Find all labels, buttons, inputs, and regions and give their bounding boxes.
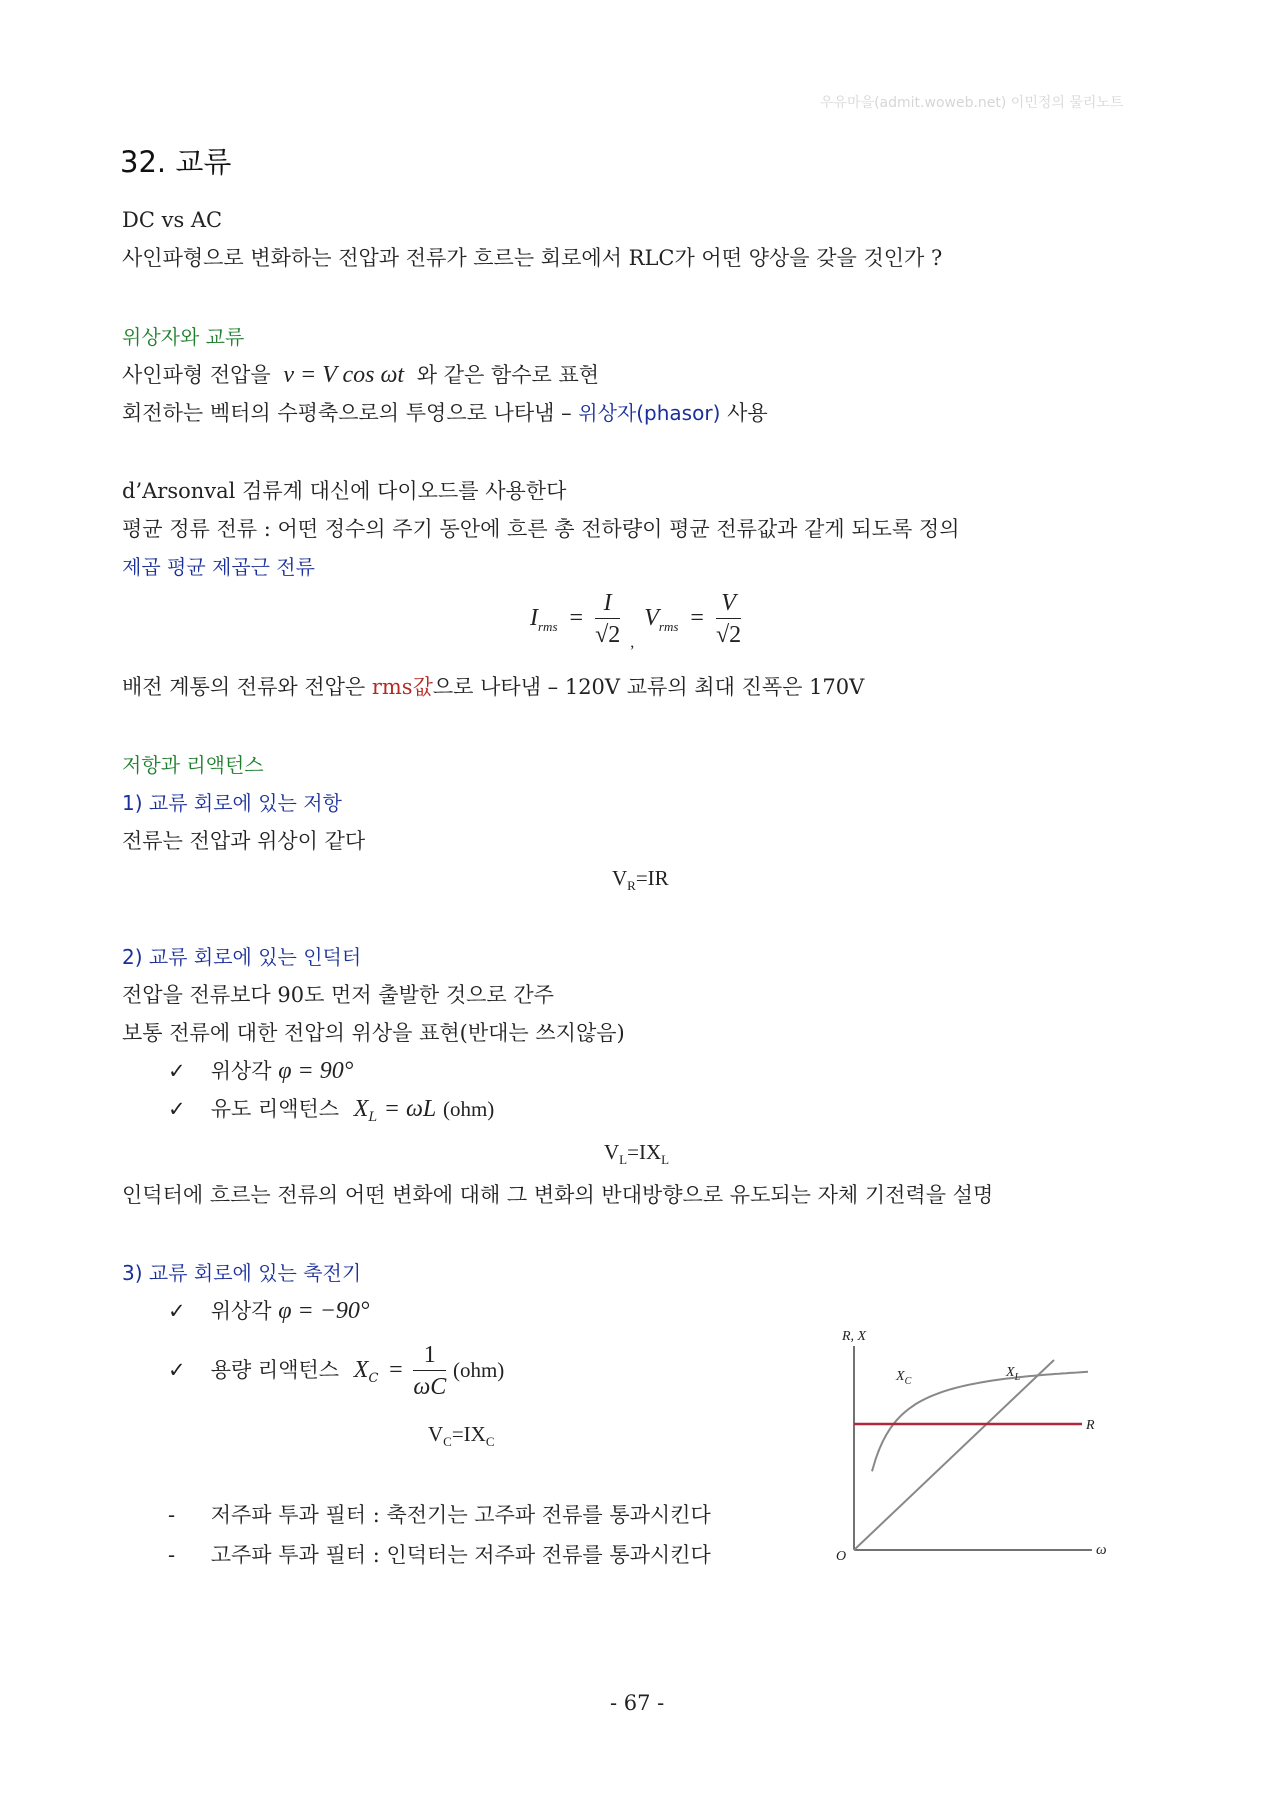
rms-current-numerator: I (595, 588, 620, 619)
reactance-frequency-graph (824, 1328, 1114, 1574)
rms-current-symbol: I (530, 605, 538, 632)
page-title: 32. 교류 (120, 145, 232, 179)
r-label: R (1086, 1418, 1095, 1433)
inductive-reactance-sub: L (368, 1110, 378, 1126)
phasor-line-1 (122, 360, 599, 390)
capacitor-heading: 3) 교류 회로에 있는 축전기 (122, 1261, 362, 1285)
phasor-heading: 위상자와 교류 (122, 325, 245, 349)
filter-dash-2: - (168, 1543, 176, 1567)
capacitive-reactance-label: 용량 리액턴스 (210, 1358, 340, 1382)
resistor-heading: 1) 교류 회로에 있는 저항 (122, 791, 342, 815)
filter-dash-1: - (168, 1503, 176, 1527)
resistor-eq-rhs: =IR (635, 866, 669, 890)
resistor-eq-sub: R (627, 878, 636, 894)
intro-line-1: DC vs AC (122, 208, 223, 232)
intro-line-2: 사인파형으로 변화하는 전압과 전류가 흐르는 회로에서 RLC가 어떤 양상을 갖을 것인가 ? (122, 246, 943, 270)
capacitor-equation (428, 1422, 495, 1450)
inductor-check-2 (168, 1094, 494, 1133)
capacitive-reactance-numerator: 1 (413, 1340, 446, 1371)
checkmark-icon: ✓ (168, 1097, 186, 1121)
capacitor-check-1 (168, 1296, 370, 1326)
capacitor-eq-v: V (428, 1422, 444, 1446)
resistor-eq-v: V (612, 866, 628, 890)
rms-current-denominator: √2 (595, 622, 621, 648)
phasor-line-1-post: 와 같은 함수로 표현 (416, 363, 600, 387)
rms-current-sub: rms (538, 618, 558, 634)
xc-label-main: X (896, 1369, 905, 1384)
inductor-line-3: 인덕터에 흐르는 전류의 어떤 변화에 대해 그 변화의 반대방향으로 유도되는 자체 기전력을 설명 (122, 1183, 994, 1207)
capacitor-phase-eq: φ = −90° (278, 1298, 370, 1324)
rms-line-3-post: 으로 나타냄 – 120V 교류의 최대 진폭은 170V (432, 675, 865, 699)
phasor-line-2-post: 사용 (727, 401, 768, 425)
checkmark-icon: ✓ (168, 1358, 186, 1382)
filter-line-2 (168, 1540, 711, 1570)
xc-label (895, 1369, 912, 1387)
inductor-line-1: 전압을 전류보다 90도 먼저 출발한 것으로 간주 (122, 983, 554, 1007)
reactance-heading: 저항과 리액턴스 (122, 753, 264, 777)
rms-line-3 (122, 672, 864, 702)
inductor-eq-v: V (604, 1140, 620, 1164)
capacitive-reactance-unit: (ohm) (452, 1358, 505, 1382)
capacitive-reactance-symbol: X (353, 1357, 369, 1383)
rms-equation: $I_{rms}$ = $\frac{I}{√2}$ $_,$ $V_{rms}$ = $\frac{V}{√2}$ (530, 590, 742, 652)
rms-heading: 제곱 평균 제곱근 전류 (122, 555, 315, 579)
inductor-heading: 2) 교류 회로에 있는 인덕터 (122, 945, 362, 969)
xl-label-main: X (1006, 1365, 1015, 1380)
inductive-reactance-symbol: X (353, 1096, 369, 1122)
inductor-eq-sub-2: L (661, 1152, 670, 1168)
phasor-line-2 (122, 398, 768, 428)
xl-label (1005, 1365, 1021, 1383)
rms-voltage-denominator: √2 (715, 622, 742, 648)
capacitor-check-2: ✓ 용량 리액턴스 $X_C$ = $\frac{1}{\omega C}$ (ohm) (168, 1340, 504, 1403)
checkmark-icon: ✓ (168, 1299, 186, 1323)
rms-highlight: rms값 (371, 675, 433, 699)
capacitive-reactance-denominator: ωC (413, 1374, 447, 1400)
capacitive-reactance-sub: C (368, 1371, 379, 1387)
inductor-equation (604, 1140, 669, 1168)
filter-line-1 (168, 1500, 711, 1530)
rms-voltage-symbol: V (644, 605, 659, 632)
phasor-line-1-pre: 사인파형 전압을 (122, 363, 271, 387)
capacitor-eq-mid: =IX (451, 1422, 486, 1446)
inductor-eq-mid: =IX (627, 1140, 662, 1164)
filter-line-1-text: 저주파 투과 필터 : 축전기는 고주파 전류를 통과시킨다 (210, 1503, 711, 1527)
header-watermark: 우유마을(admit.woweb.net) 이민정의 물리노트 (820, 95, 1124, 111)
rms-voltage-numerator: V (716, 588, 741, 619)
rms-line-2: 평균 정류 전류 : 어떤 정수의 주기 동안에 흐른 총 전하량이 평균 전류값과 같게 되도록 정의 (122, 517, 960, 541)
page-number: - 67 - (610, 1691, 665, 1715)
inductor-check-1 (168, 1056, 353, 1086)
inductor-line-2: 보통 전류에 대한 전압의 위상을 표현(반대는 쓰지않음) (122, 1021, 625, 1045)
capacitor-eq-sub-1: C (443, 1434, 452, 1450)
inductor-eq-sub-1: L (619, 1152, 628, 1168)
inductive-reactance-unit: (ohm) (442, 1097, 495, 1121)
xl-label-sub: L (1014, 1372, 1021, 1383)
capacitor-eq-sub-2: C (485, 1434, 495, 1450)
rms-line-1: d’Arsonval 검류계 대신에 다이오드를 사용한다 (122, 479, 567, 503)
checkmark-icon: ✓ (168, 1059, 186, 1083)
voltage-equation: v = V cos ωt (283, 362, 405, 388)
xc-label-sub: C (904, 1376, 912, 1387)
resistor-line: 전류는 전압과 위상이 같다 (122, 829, 366, 853)
phasor-highlight: 위상자(phasor) (578, 401, 721, 425)
rms-comma: , (630, 634, 635, 652)
graph-origin-label: O (836, 1549, 847, 1564)
inductive-reactance-label: 유도 리액턴스 (210, 1097, 340, 1121)
filter-line-2-text: 고주파 투과 필터 : 인덕터는 저주파 전류를 통과시킨다 (210, 1543, 711, 1567)
rms-line-3-pre: 배전 계통의 전류와 전압은 (122, 675, 366, 699)
capacitor-phase-label: 위상각 (210, 1299, 272, 1323)
graph-x-axis-label: ω (1096, 1542, 1107, 1558)
rms-voltage-sub: rms (658, 618, 679, 634)
graph-y-axis-label: R, X (842, 1329, 867, 1344)
inductor-phase-eq: φ = 90° (278, 1058, 354, 1084)
inductor-phase-label: 위상각 (210, 1059, 272, 1083)
inductive-reactance-rhs: = ωL (383, 1096, 437, 1122)
resistor-equation (612, 866, 669, 894)
phasor-line-2-pre: 회전하는 벡터의 수평축으로의 투영으로 나타냄 – (122, 401, 572, 425)
